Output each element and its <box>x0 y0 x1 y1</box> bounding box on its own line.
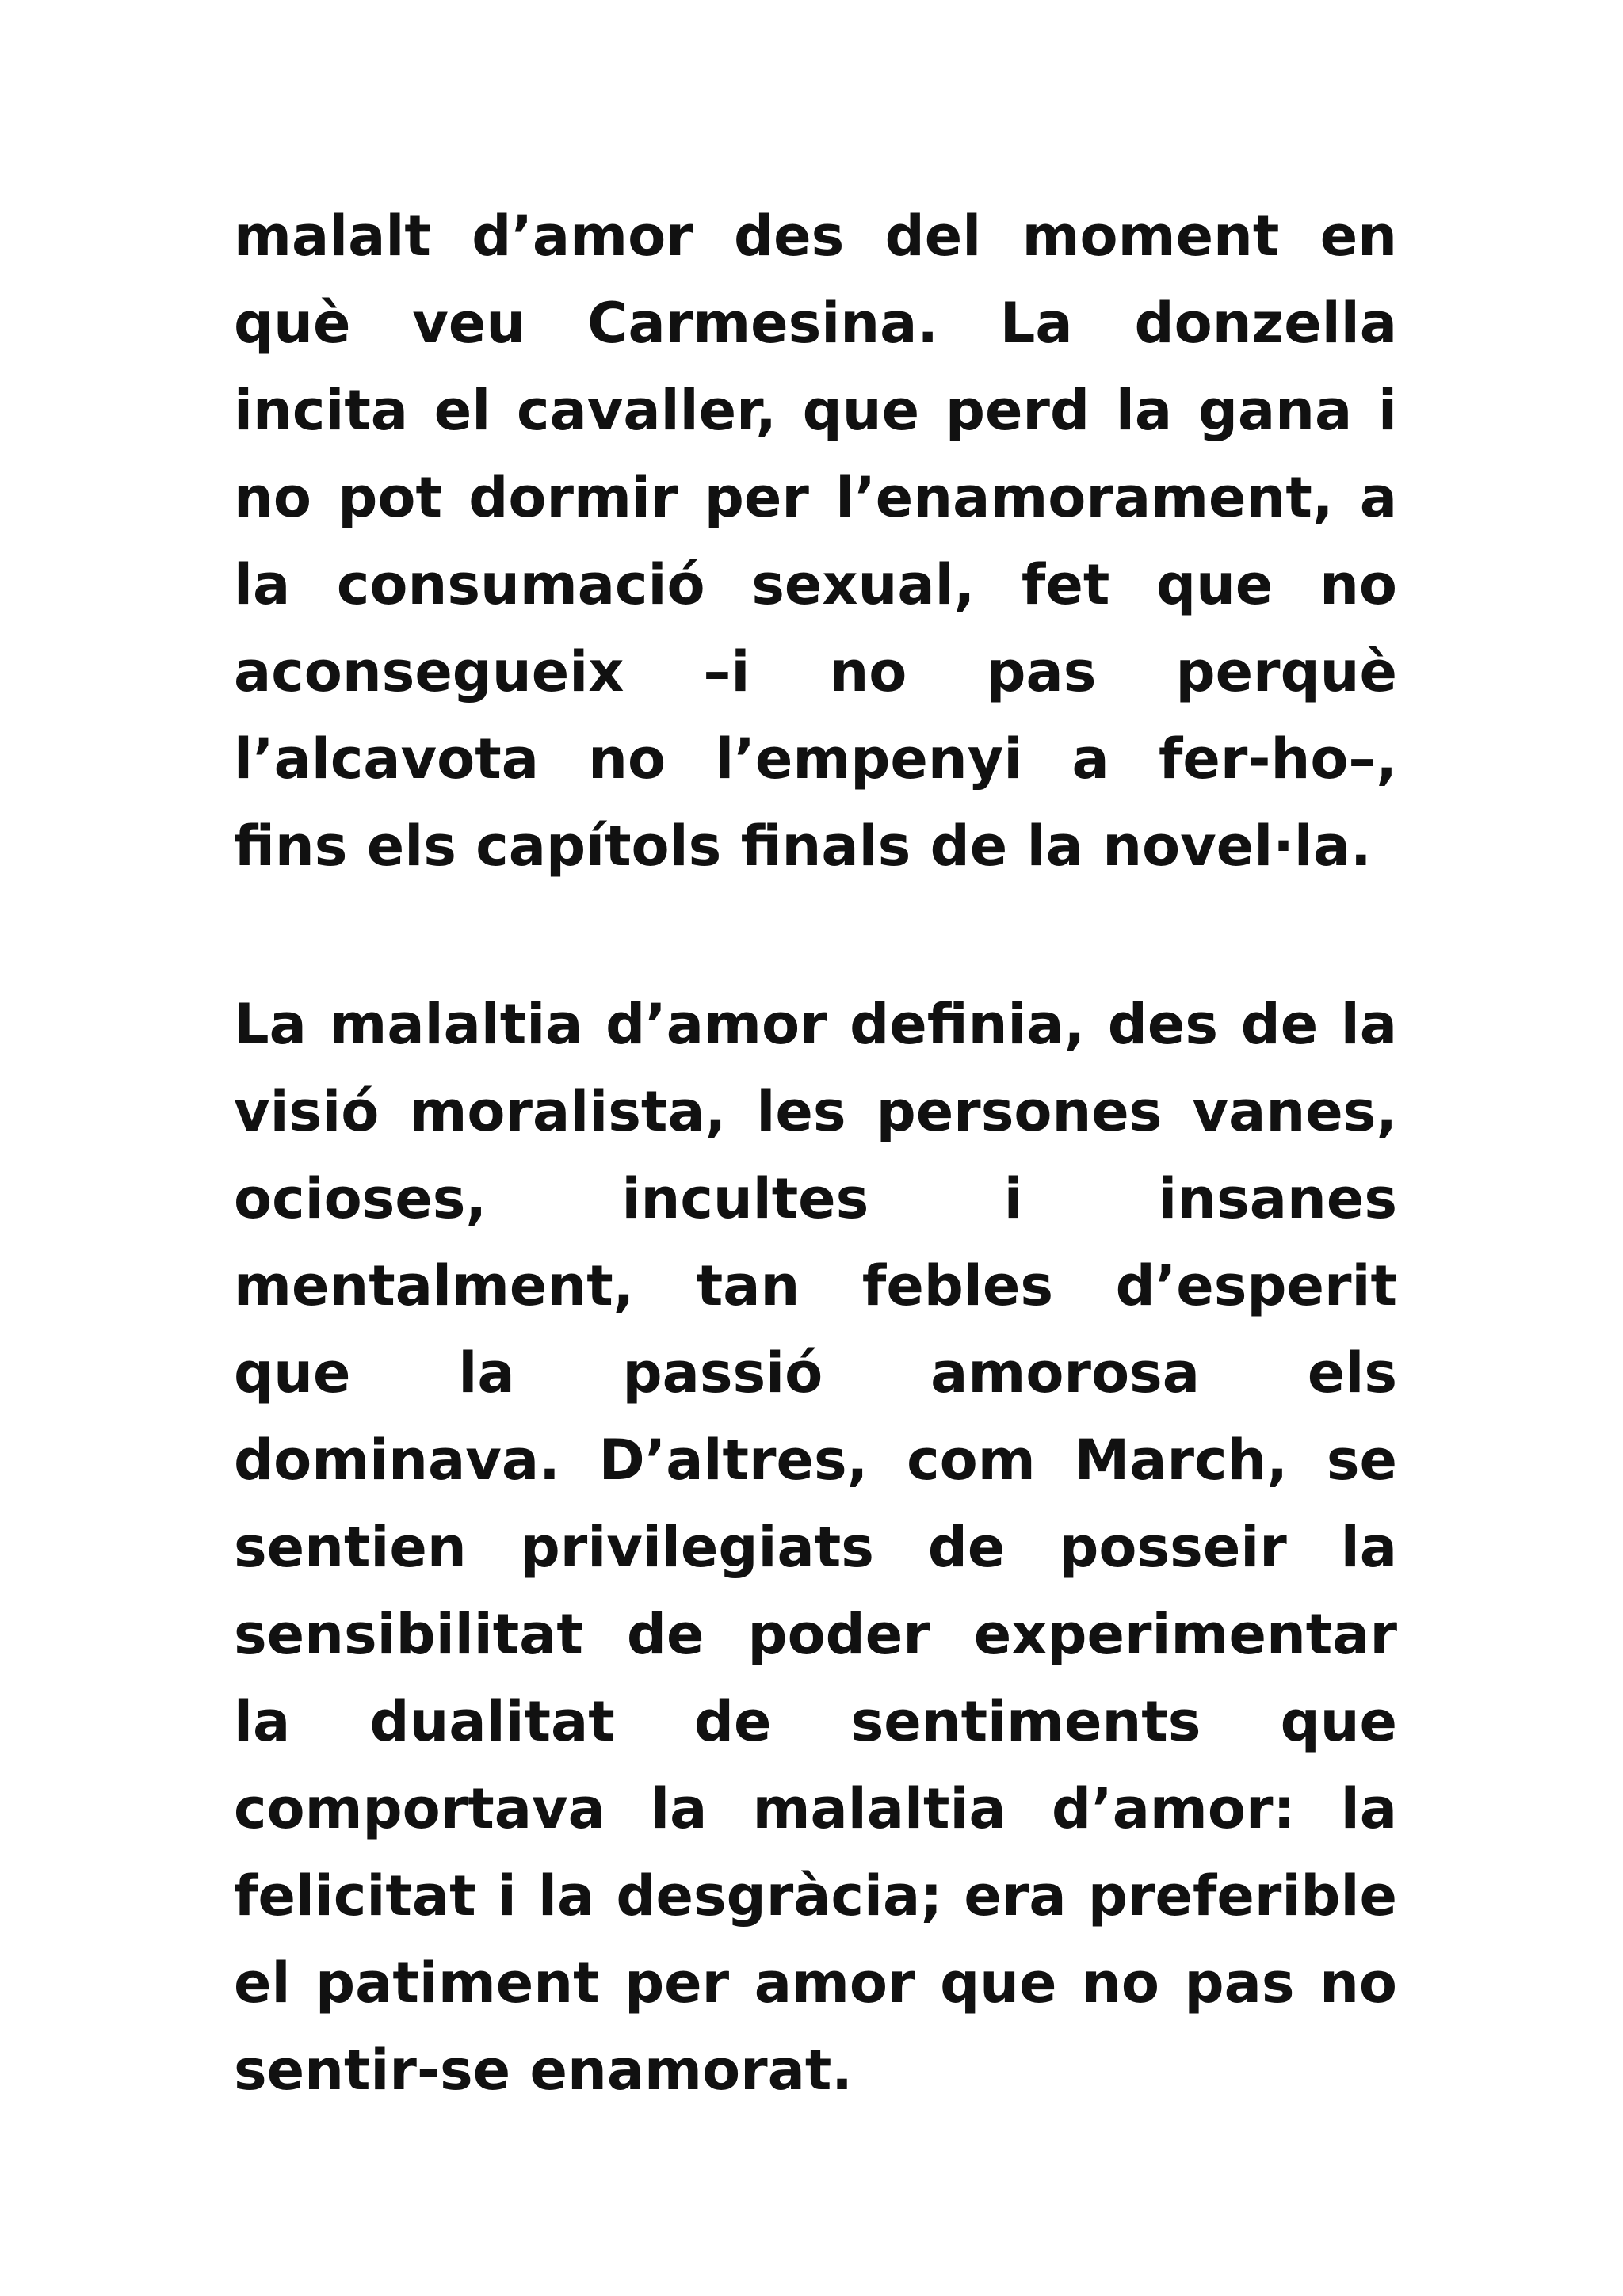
paragraph-2 <box>234 981 1397 2114</box>
text-line: sentien privilegiats de posseir la <box>234 1515 1397 1580</box>
text-line: sensibilitat de poder experimentar <box>234 1602 1397 1667</box>
text-line: mentalment, tan febles d’esperit <box>234 1253 1397 1318</box>
text-line: ocioses, incultes i insanes <box>234 1166 1397 1231</box>
text-line: aconsegueix –i no pas perquè <box>234 639 1397 704</box>
text-line: visió moralista, les persones vanes, <box>234 1079 1397 1144</box>
paragraph-1 <box>234 193 1397 890</box>
text-line: el patiment per amor que no pas no <box>234 1951 1397 2016</box>
text-line: sentir-se enamorat. <box>234 2038 853 2103</box>
text-line: La malaltia d’amor definia, des de la <box>234 992 1397 1057</box>
text-line: que la passió amorosa els <box>234 1341 1397 1405</box>
text-line: felicitat i la desgràcia; era preferible <box>234 1863 1397 1928</box>
text-line: malalt d’amor des del moment en <box>234 204 1397 269</box>
text-line: incita el cavaller, que perd la gana i <box>234 378 1397 443</box>
text-line: no pot dormir per l’enamorament, a <box>234 465 1397 530</box>
text-line: l’alcavota no l’empenyi a fer-ho–, <box>234 727 1397 791</box>
text-line: dominava. D’altres, com March, se <box>234 1428 1397 1493</box>
text-line: comportava la malaltia d’amor: la <box>234 1776 1397 1841</box>
text-line: la consumació sexual, fet que no <box>234 552 1397 617</box>
text-line: fins els capítols finals de la novel·la. <box>234 814 1372 879</box>
text-line: la dualitat de sentiments que <box>234 1689 1397 1754</box>
text-line: què veu Carmesina. La donzella <box>234 291 1397 356</box>
